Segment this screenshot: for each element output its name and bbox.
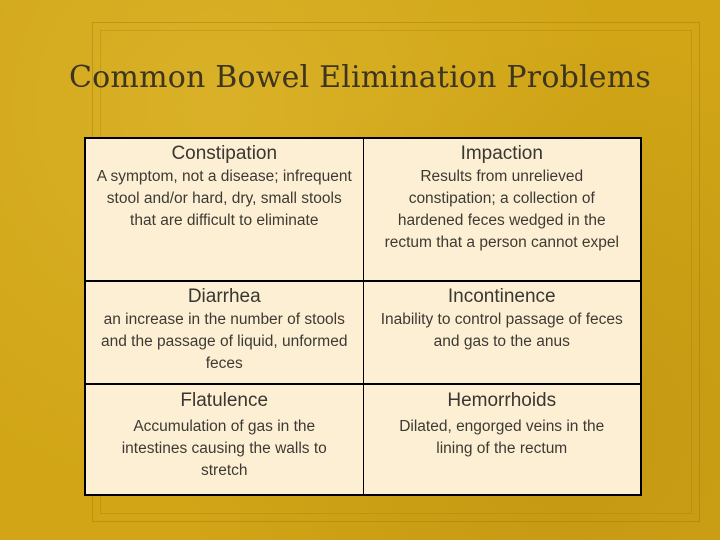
cell-heading: Flatulence (180, 390, 269, 411)
cell-hemorrhoids (363, 384, 641, 495)
problems-table (84, 137, 642, 496)
cell-description: Accumulation of gas in the intestines causing the walls to stretch (121, 418, 327, 479)
cell-flatulence (85, 384, 363, 495)
cell-heading: Incontinence (447, 286, 556, 307)
cell-description: Results from unrelieved constipation; a collection of hardened feces wedged in the rectum that a person cannot expel (384, 168, 619, 251)
cell-impaction (363, 138, 641, 281)
cell-heading: Constipation (171, 143, 278, 164)
cell-description: an increase in the number of stools and the passage of liquid, unformed feces (101, 311, 348, 372)
cell-heading: Diarrhea (187, 286, 261, 307)
cell-description: Dilated, engorged veins in the lining of the rectum (399, 418, 605, 457)
slide-title: Common Bowel Elimination Problems (69, 60, 651, 95)
table-row (85, 281, 641, 384)
cell-description: Inability to control passage of feces and gas to the anus (380, 311, 623, 350)
cell-heading: Hemorrhoids (447, 390, 557, 411)
cell-description: A symptom, not a disease; infrequent stool and/or hard, dry, small stools that are difficult to eliminate (96, 168, 352, 229)
table-row (85, 138, 641, 281)
cell-heading: Impaction (460, 143, 543, 164)
cell-constipation (85, 138, 363, 281)
table-row (85, 384, 641, 495)
cell-incontinence (363, 281, 641, 384)
cell-diarrhea (85, 281, 363, 384)
